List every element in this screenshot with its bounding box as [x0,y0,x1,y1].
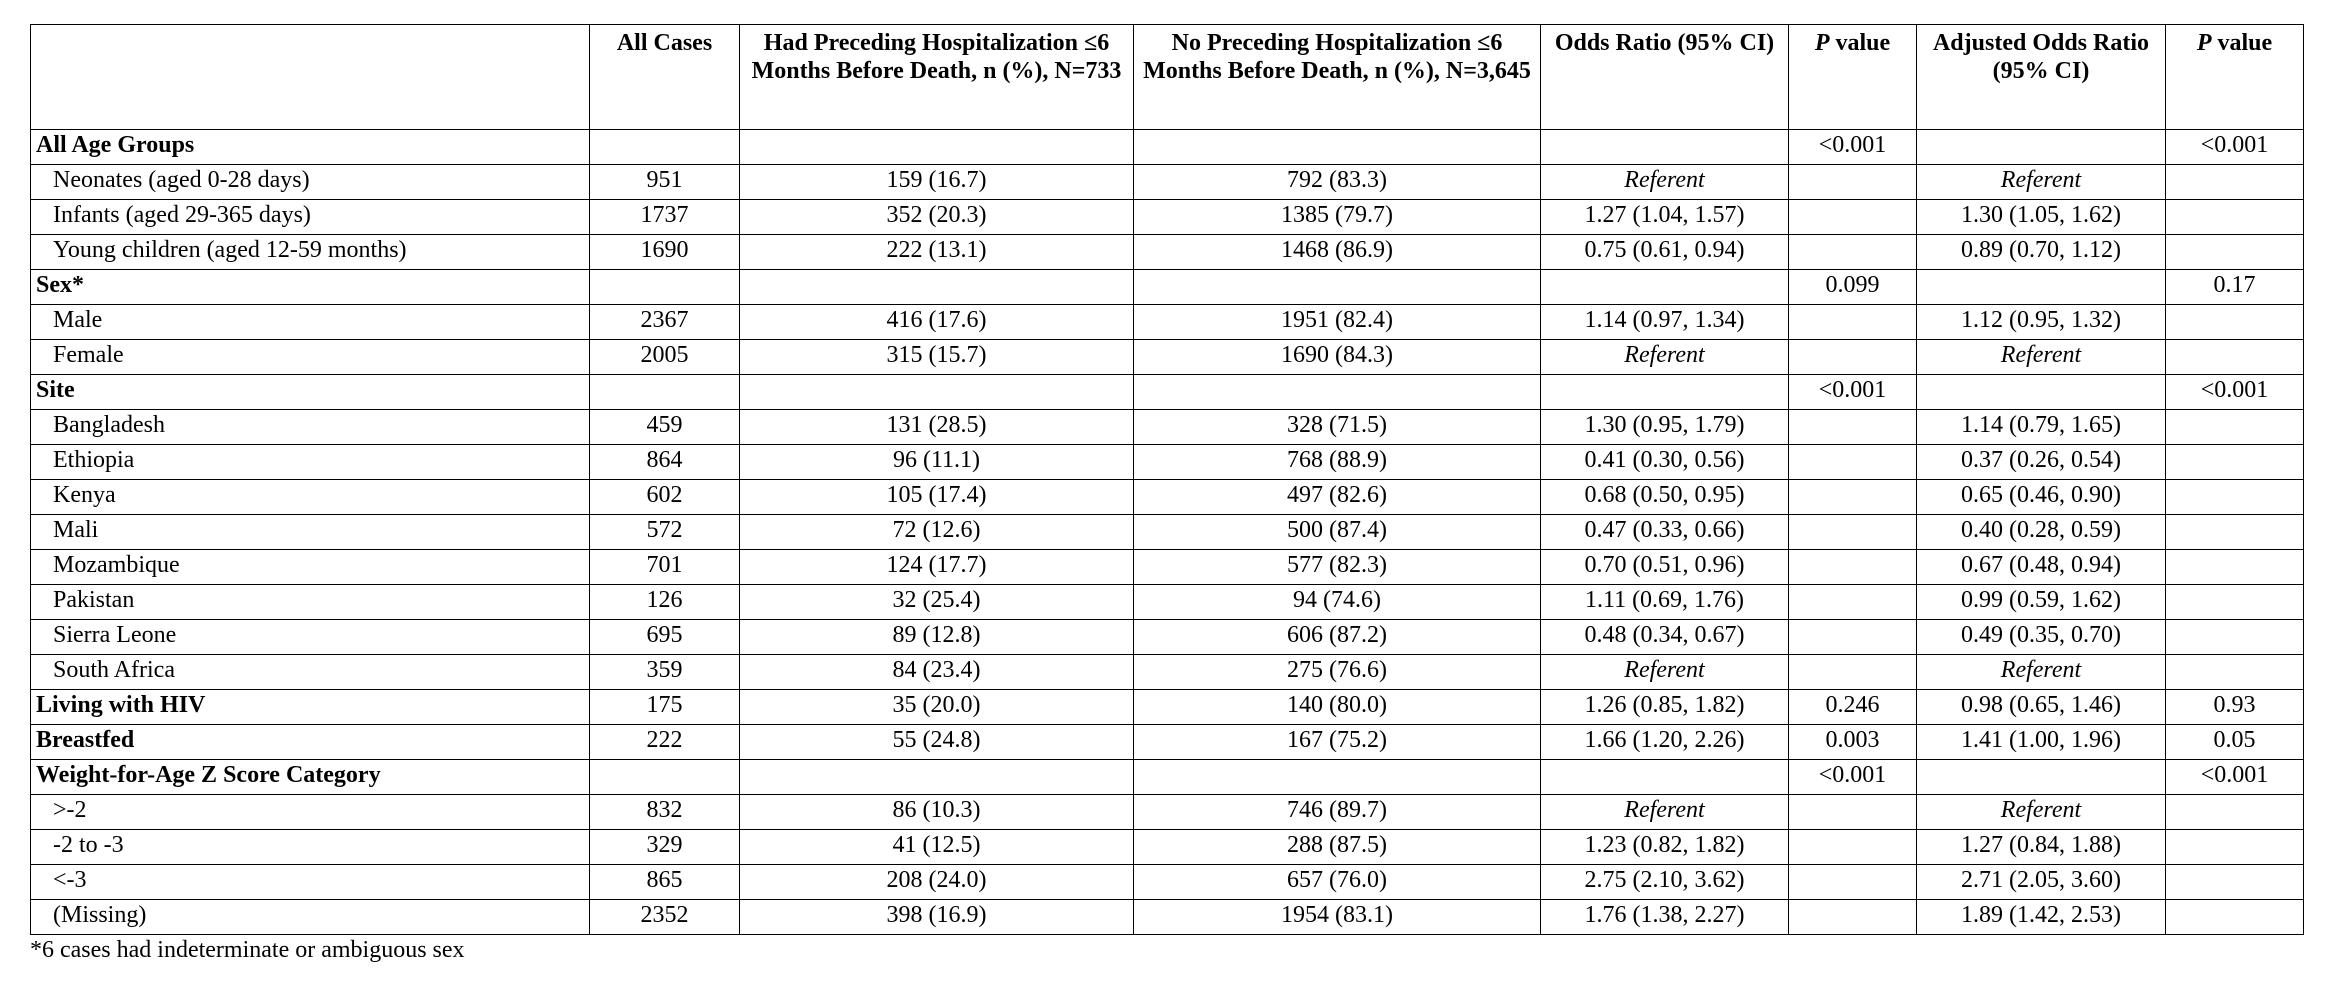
cell-adjusted-p-value [2166,865,2304,900]
cell-adjusted-odds-ratio: 1.30 (1.05, 1.62) [1917,200,2166,235]
cell-had-hospitalization: 131 (28.5) [740,410,1134,445]
cell-no-hospitalization [1134,760,1541,795]
cell-no-hospitalization: 768 (88.9) [1134,445,1541,480]
cell-adjusted-odds-ratio: Referent [1917,165,2166,200]
cell-adjusted-odds-ratio: 1.14 (0.79, 1.65) [1917,410,2166,445]
cell-odds-ratio: 0.68 (0.50, 0.95) [1541,480,1789,515]
cell-odds-ratio: 1.14 (0.97, 1.34) [1541,305,1789,340]
cell-adjusted-odds-ratio: 1.41 (1.00, 1.96) [1917,725,2166,760]
cell-no-hospitalization [1134,270,1541,305]
cell-p-value: 0.099 [1789,270,1917,305]
row-label: Living with HIV [31,690,590,725]
cell-odds-ratio: 1.27 (1.04, 1.57) [1541,200,1789,235]
cell-odds-ratio: 0.75 (0.61, 0.94) [1541,235,1789,270]
row-label: Bangladesh [31,410,590,445]
cell-all-cases: 832 [590,795,740,830]
header-blank [31,25,590,130]
cell-all-cases [590,270,740,305]
table-row [31,340,2304,375]
cell-all-cases: 126 [590,585,740,620]
table-body [31,130,2304,935]
cell-adjusted-odds-ratio: 0.98 (0.65, 1.46) [1917,690,2166,725]
cell-adjusted-p-value [2166,900,2304,935]
cell-adjusted-odds-ratio: 2.71 (2.05, 3.60) [1917,865,2166,900]
cell-odds-ratio: 1.23 (0.82, 1.82) [1541,830,1789,865]
cell-adjusted-p-value [2166,410,2304,445]
cell-odds-ratio: Referent [1541,340,1789,375]
cell-adjusted-p-value: <0.001 [2166,375,2304,410]
cell-had-hospitalization: 86 (10.3) [740,795,1134,830]
row-label: Female [31,340,590,375]
cell-adjusted-odds-ratio [1917,375,2166,410]
cell-had-hospitalization: 84 (23.4) [740,655,1134,690]
cell-had-hospitalization: 208 (24.0) [740,865,1134,900]
cell-p-value [1789,235,1917,270]
cell-had-hospitalization: 105 (17.4) [740,480,1134,515]
cell-all-cases: 2352 [590,900,740,935]
cell-had-hospitalization: 222 (13.1) [740,235,1134,270]
row-label: <-3 [31,865,590,900]
cell-adjusted-odds-ratio: Referent [1917,340,2166,375]
footnote: *6 cases had indeterminate or ambiguous sex [30,937,465,963]
cell-no-hospitalization [1134,375,1541,410]
cell-adjusted-odds-ratio: 1.12 (0.95, 1.32) [1917,305,2166,340]
cell-had-hospitalization: 315 (15.7) [740,340,1134,375]
cell-all-cases: 951 [590,165,740,200]
cell-all-cases: 1690 [590,235,740,270]
cell-odds-ratio: Referent [1541,795,1789,830]
cell-all-cases: 864 [590,445,740,480]
table-row [31,830,2304,865]
cell-no-hospitalization: 792 (83.3) [1134,165,1541,200]
cell-adjusted-p-value [2166,585,2304,620]
cell-no-hospitalization: 606 (87.2) [1134,620,1541,655]
cell-had-hospitalization [740,130,1134,165]
cell-had-hospitalization [740,375,1134,410]
cell-adjusted-p-value: 0.17 [2166,270,2304,305]
table-row [31,305,2304,340]
cell-adjusted-p-value [2166,550,2304,585]
row-label: Male [31,305,590,340]
cell-adjusted-odds-ratio: 0.40 (0.28, 0.59) [1917,515,2166,550]
cell-adjusted-odds-ratio [1917,270,2166,305]
cell-had-hospitalization: 35 (20.0) [740,690,1134,725]
cell-all-cases: 222 [590,725,740,760]
row-label: Neonates (aged 0-28 days) [31,165,590,200]
row-label: Infants (aged 29-365 days) [31,200,590,235]
table-group-row [31,375,2304,410]
cell-all-cases: 572 [590,515,740,550]
cell-adjusted-p-value [2166,830,2304,865]
table-group-row [31,270,2304,305]
cell-adjusted-odds-ratio: 0.49 (0.35, 0.70) [1917,620,2166,655]
cell-odds-ratio [1541,760,1789,795]
row-label: Site [31,375,590,410]
cell-had-hospitalization [740,760,1134,795]
cell-all-cases: 2005 [590,340,740,375]
cell-had-hospitalization: 398 (16.9) [740,900,1134,935]
cell-all-cases [590,130,740,165]
cell-odds-ratio: 1.26 (0.85, 1.82) [1541,690,1789,725]
cell-odds-ratio: 1.11 (0.69, 1.76) [1541,585,1789,620]
row-label: Ethiopia [31,445,590,480]
cell-odds-ratio: 1.30 (0.95, 1.79) [1541,410,1789,445]
cell-no-hospitalization: 94 (74.6) [1134,585,1541,620]
row-label: Mali [31,515,590,550]
cell-no-hospitalization: 500 (87.4) [1134,515,1541,550]
table-row [31,410,2304,445]
cell-no-hospitalization: 1954 (83.1) [1134,900,1541,935]
cell-adjusted-p-value [2166,165,2304,200]
cell-had-hospitalization: 32 (25.4) [740,585,1134,620]
row-label: Pakistan [31,585,590,620]
cell-no-hospitalization: 577 (82.3) [1134,550,1541,585]
cell-had-hospitalization: 89 (12.8) [740,620,1134,655]
cell-adjusted-odds-ratio [1917,760,2166,795]
cell-all-cases: 175 [590,690,740,725]
cell-p-value [1789,410,1917,445]
cell-odds-ratio [1541,130,1789,165]
table-row [31,620,2304,655]
cell-adjusted-odds-ratio [1917,130,2166,165]
cell-p-value [1789,515,1917,550]
table-group-row [31,760,2304,795]
row-label: Breastfed [31,725,590,760]
cell-p-value [1789,165,1917,200]
cell-adjusted-p-value: 0.93 [2166,690,2304,725]
table-group-row [31,690,2304,725]
table-group-row [31,725,2304,760]
row-label: Sierra Leone [31,620,590,655]
cell-adjusted-odds-ratio: Referent [1917,795,2166,830]
table-row [31,655,2304,690]
header-p-value: P value [1789,25,1917,130]
cell-odds-ratio: 2.75 (2.10, 3.62) [1541,865,1789,900]
table-row [31,200,2304,235]
cell-odds-ratio: Referent [1541,655,1789,690]
table-row [31,865,2304,900]
header-adjusted-p-value: P value [2166,25,2304,130]
table-row [31,235,2304,270]
cell-adjusted-odds-ratio: 0.65 (0.46, 0.90) [1917,480,2166,515]
header-no-hospitalization: No Preceding Hospitalization ≤6 Months Before Death, n (%), N=3,645 [1134,25,1541,130]
cell-had-hospitalization: 352 (20.3) [740,200,1134,235]
header-adjusted-odds-ratio: Adjusted Odds Ratio (95% CI) [1917,25,2166,130]
cell-p-value [1789,655,1917,690]
cell-p-value: <0.001 [1789,760,1917,795]
cell-adjusted-odds-ratio: 1.27 (0.84, 1.88) [1917,830,2166,865]
cell-adjusted-p-value [2166,795,2304,830]
cell-p-value [1789,200,1917,235]
cell-odds-ratio: 0.41 (0.30, 0.56) [1541,445,1789,480]
cell-had-hospitalization: 159 (16.7) [740,165,1134,200]
cell-adjusted-odds-ratio: Referent [1917,655,2166,690]
cell-adjusted-p-value [2166,445,2304,480]
cell-all-cases: 459 [590,410,740,445]
cell-odds-ratio [1541,375,1789,410]
cell-no-hospitalization: 497 (82.6) [1134,480,1541,515]
table-row [31,480,2304,515]
cell-all-cases: 602 [590,480,740,515]
cell-no-hospitalization: 275 (76.6) [1134,655,1541,690]
cell-odds-ratio: 0.47 (0.33, 0.66) [1541,515,1789,550]
cell-adjusted-odds-ratio: 0.99 (0.59, 1.62) [1917,585,2166,620]
table-row [31,585,2304,620]
table-group-row [31,130,2304,165]
cell-p-value [1789,550,1917,585]
row-label: >-2 [31,795,590,830]
cell-adjusted-p-value [2166,235,2304,270]
cell-p-value [1789,900,1917,935]
cell-adjusted-p-value [2166,620,2304,655]
cell-p-value [1789,340,1917,375]
cell-had-hospitalization [740,270,1134,305]
cell-no-hospitalization: 746 (89.7) [1134,795,1541,830]
cell-all-cases: 1737 [590,200,740,235]
row-label: Weight-for-Age Z Score Category [31,760,590,795]
cell-adjusted-p-value [2166,655,2304,690]
cell-p-value: 0.246 [1789,690,1917,725]
cell-no-hospitalization: 140 (80.0) [1134,690,1541,725]
cell-adjusted-odds-ratio: 1.89 (1.42, 2.53) [1917,900,2166,935]
cell-all-cases: 695 [590,620,740,655]
header-row [31,25,2304,130]
table-row [31,515,2304,550]
table-row [31,550,2304,585]
cell-had-hospitalization: 96 (11.1) [740,445,1134,480]
cell-odds-ratio [1541,270,1789,305]
data-table [30,24,2304,935]
cell-p-value: 0.003 [1789,725,1917,760]
cell-p-value [1789,445,1917,480]
table-container [30,24,2304,935]
cell-had-hospitalization: 55 (24.8) [740,725,1134,760]
cell-adjusted-odds-ratio: 0.37 (0.26, 0.54) [1917,445,2166,480]
cell-p-value [1789,585,1917,620]
row-label: All Age Groups [31,130,590,165]
cell-p-value [1789,620,1917,655]
cell-all-cases: 2367 [590,305,740,340]
cell-adjusted-p-value [2166,515,2304,550]
cell-all-cases: 359 [590,655,740,690]
cell-p-value [1789,305,1917,340]
row-label: (Missing) [31,900,590,935]
table-row [31,900,2304,935]
cell-no-hospitalization: 1951 (82.4) [1134,305,1541,340]
cell-odds-ratio: 1.66 (1.20, 2.26) [1541,725,1789,760]
row-label: South Africa [31,655,590,690]
table-row [31,165,2304,200]
cell-p-value [1789,480,1917,515]
cell-no-hospitalization: 167 (75.2) [1134,725,1541,760]
table-row [31,445,2304,480]
cell-p-value: <0.001 [1789,130,1917,165]
cell-odds-ratio: 1.76 (1.38, 2.27) [1541,900,1789,935]
cell-adjusted-odds-ratio: 0.67 (0.48, 0.94) [1917,550,2166,585]
cell-odds-ratio: 0.70 (0.51, 0.96) [1541,550,1789,585]
cell-p-value [1789,865,1917,900]
cell-all-cases: 865 [590,865,740,900]
cell-all-cases [590,375,740,410]
cell-adjusted-p-value [2166,480,2304,515]
row-label: Kenya [31,480,590,515]
cell-adjusted-p-value: <0.001 [2166,130,2304,165]
cell-had-hospitalization: 124 (17.7) [740,550,1134,585]
cell-no-hospitalization [1134,130,1541,165]
cell-adjusted-odds-ratio: 0.89 (0.70, 1.12) [1917,235,2166,270]
cell-had-hospitalization: 416 (17.6) [740,305,1134,340]
cell-p-value: <0.001 [1789,375,1917,410]
header-all-cases: All Cases [590,25,740,130]
cell-p-value [1789,830,1917,865]
row-label: Sex* [31,270,590,305]
table-row [31,795,2304,830]
header-had-hospitalization: Had Preceding Hospitalization ≤6 Months Before Death, n (%), N=733 [740,25,1134,130]
cell-had-hospitalization: 41 (12.5) [740,830,1134,865]
cell-adjusted-p-value [2166,340,2304,375]
row-label: Mozambique [31,550,590,585]
cell-had-hospitalization: 72 (12.6) [740,515,1134,550]
header-odds-ratio: Odds Ratio (95% CI) [1541,25,1789,130]
cell-odds-ratio: Referent [1541,165,1789,200]
row-label: Young children (aged 12-59 months) [31,235,590,270]
cell-no-hospitalization: 328 (71.5) [1134,410,1541,445]
cell-no-hospitalization: 1690 (84.3) [1134,340,1541,375]
cell-p-value [1789,795,1917,830]
cell-adjusted-p-value [2166,305,2304,340]
cell-no-hospitalization: 1385 (79.7) [1134,200,1541,235]
cell-no-hospitalization: 288 (87.5) [1134,830,1541,865]
cell-all-cases: 329 [590,830,740,865]
cell-adjusted-p-value: 0.05 [2166,725,2304,760]
cell-no-hospitalization: 657 (76.0) [1134,865,1541,900]
cell-adjusted-p-value [2166,200,2304,235]
cell-all-cases: 701 [590,550,740,585]
cell-all-cases [590,760,740,795]
cell-no-hospitalization: 1468 (86.9) [1134,235,1541,270]
cell-odds-ratio: 0.48 (0.34, 0.67) [1541,620,1789,655]
cell-adjusted-p-value: <0.001 [2166,760,2304,795]
row-label: -2 to -3 [31,830,590,865]
